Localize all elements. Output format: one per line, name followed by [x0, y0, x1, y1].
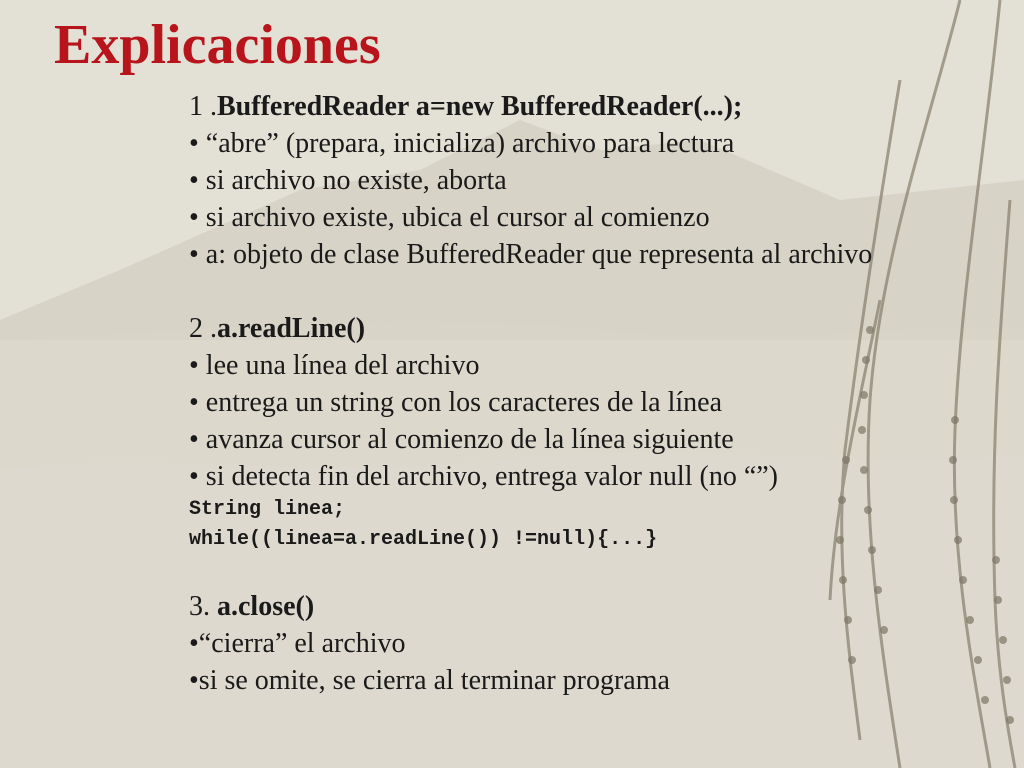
section-3-code: a.close(): [217, 591, 315, 622]
section-2-bullet: • si detecta fin del archivo, entrega valor null (no “”): [189, 461, 778, 492]
section-2-code: a.readLine(): [217, 313, 366, 344]
section-2-bullet: • lee una línea del archivo: [189, 350, 480, 381]
slide-content: [189, 88, 989, 699]
section-2-number: 2 .: [189, 313, 217, 344]
section-3-bullet: •si se omite, se cierra al terminar programa: [189, 665, 670, 696]
section-2-bullet: • entrega un string con los caracteres de la línea: [189, 387, 723, 418]
spacer: [189, 273, 989, 310]
section-3-bullet: •“cierra” el archivo: [189, 628, 406, 659]
code-line: while((linea=a.readLine()) !=null){...}: [189, 528, 658, 551]
section-3-number: 3.: [189, 591, 217, 622]
section-1-heading: [189, 88, 989, 125]
section-1-bullet: • si archivo no existe, aborta: [189, 165, 507, 196]
code-line: String linea;: [189, 498, 346, 521]
section-1-bullet: • a: objeto de clase BufferedReader que representa al archivo: [189, 239, 873, 270]
section-1-number: 1 .: [189, 91, 217, 122]
section-2-bullet: • avanza cursor al comienzo de la línea siguiente: [189, 424, 734, 455]
section-1-code: BufferedReader a=new BufferedReader(...);: [217, 91, 743, 122]
spacer: [189, 555, 989, 588]
section-1-bullet: • “abre” (prepara, inicializa) archivo para lectura: [189, 128, 735, 159]
section-2-heading: [189, 310, 989, 347]
slide-title: Explicaciones: [54, 14, 381, 76]
section-1-bullet: • si archivo existe, ubica el cursor al comienzo: [189, 202, 710, 233]
section-3-heading: [189, 588, 989, 625]
